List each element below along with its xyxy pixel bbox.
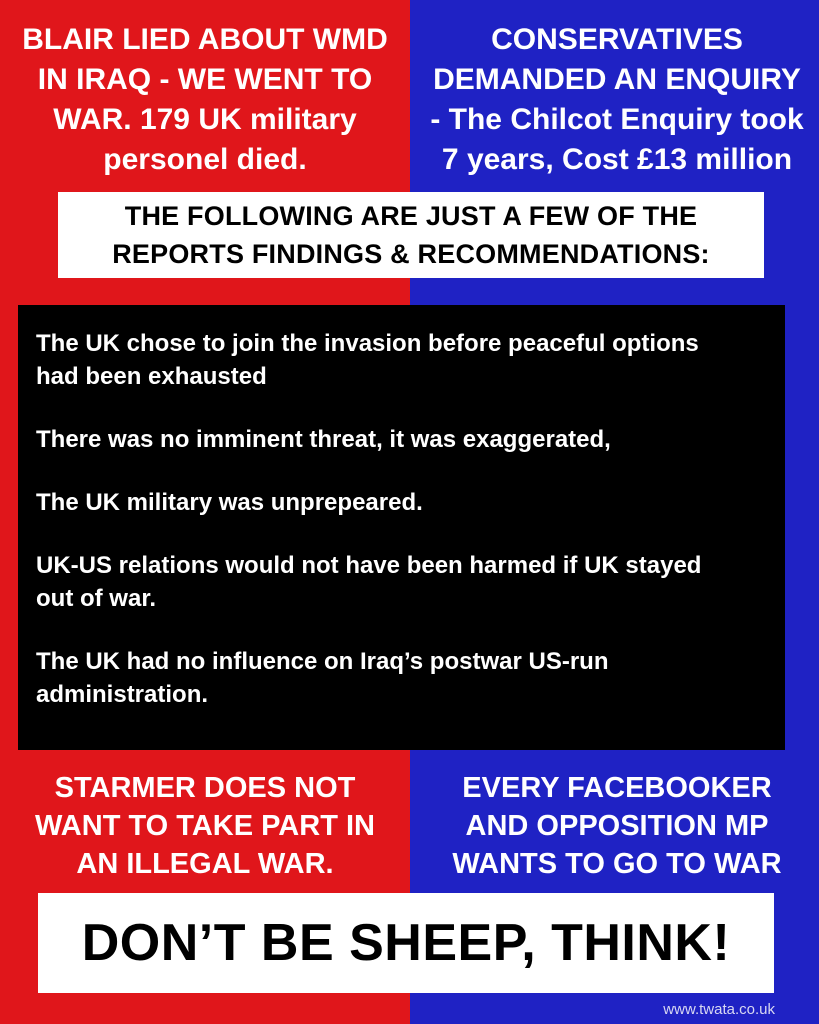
statement-line: 7 years, Cost £13 million — [441, 143, 793, 176]
slogan-text: DON’T BE SHEEP, THINK! — [81, 914, 731, 972]
statement-line: personel died. — [103, 143, 307, 176]
statement-line: STARMER DOES NOT — [54, 772, 356, 804]
slogan-box — [38, 893, 774, 993]
statement-line: WANT TO TAKE PART IN — [35, 810, 375, 842]
opposition-statement — [425, 769, 809, 883]
statement-line: IN IRAQ - WE WENT TO — [37, 63, 373, 96]
statement-line: BLAIR LIED ABOUT WMD — [22, 23, 388, 56]
findings-box — [18, 305, 785, 750]
blair-wmd-statement — [10, 20, 400, 180]
finding-item: There was no imminent threat, it was exaggerated, — [36, 426, 611, 453]
chilcot-enquiry-statement — [425, 20, 809, 180]
statement-line: AND OPPOSITION MP — [465, 810, 769, 842]
findings-banner — [58, 192, 764, 278]
starmer-statement — [10, 769, 400, 883]
banner-line: THE FOLLOWING ARE JUST A FEW OF THE — [124, 201, 698, 231]
statement-line: WANTS TO GO TO WAR — [452, 848, 782, 880]
statement-line: CONSERVATIVES — [491, 23, 743, 56]
statement-line: - The Chilcot Enquiry took — [430, 103, 804, 136]
findings-list — [36, 327, 767, 711]
statement-line: DEMANDED AN ENQUIRY — [433, 63, 801, 96]
finding-item: UK-US relations would not have been harmed if UK stayed out of war. — [36, 552, 702, 612]
finding-item: The UK chose to join the invasion before peaceful options had been exhausted — [36, 330, 699, 390]
finding-item: The UK military was unprepeared. — [36, 489, 423, 516]
website-credit: www.twata.co.uk — [663, 1001, 775, 1018]
banner-line: REPORTS FINDINGS & RECOMMENDATIONS: — [112, 239, 710, 269]
statement-line: EVERY FACEBOOKER — [462, 772, 772, 804]
statement-line: WAR. 179 UK military — [53, 103, 357, 136]
statement-line: AN ILLEGAL WAR. — [76, 848, 334, 880]
finding-item: The UK had no influence on Iraq’s postwar US-run administration. — [36, 648, 609, 708]
